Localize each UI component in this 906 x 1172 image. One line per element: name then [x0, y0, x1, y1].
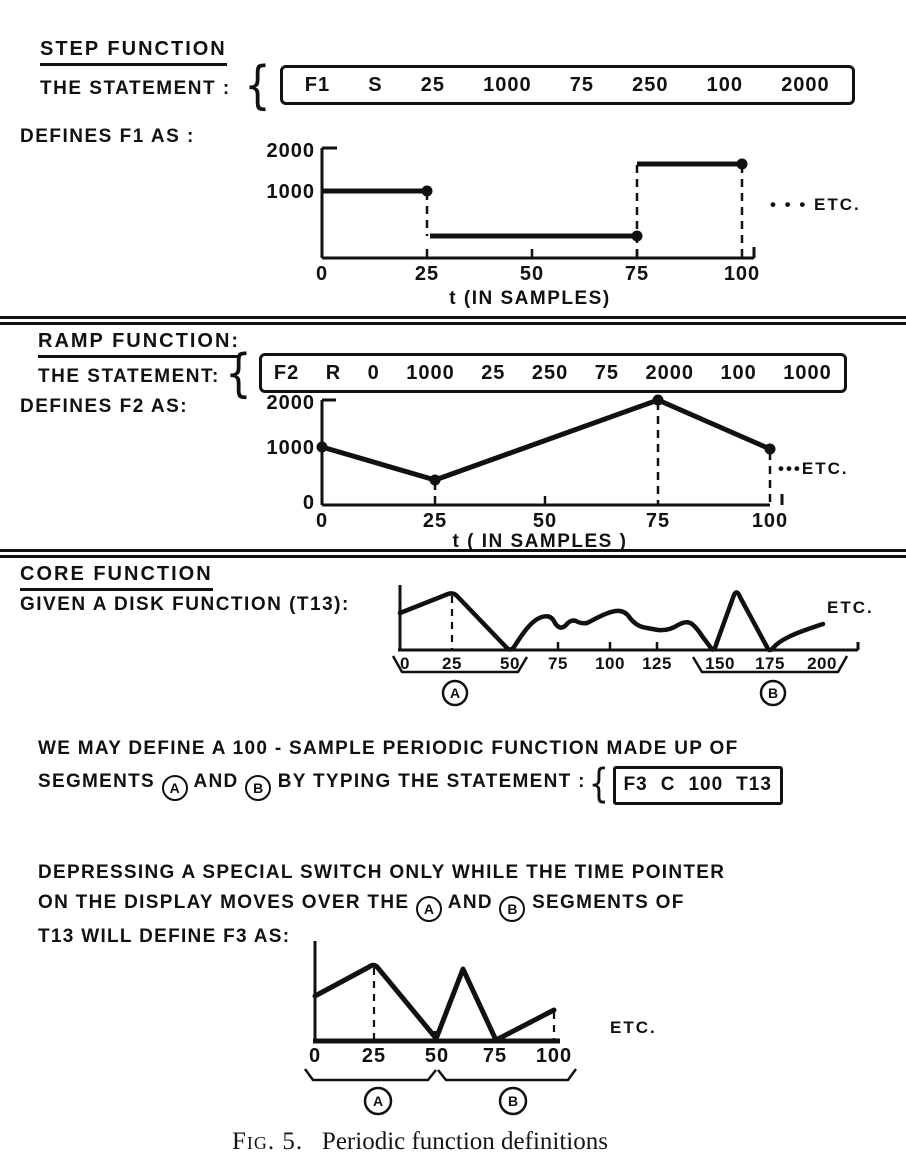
ytick-1000: 1000 — [266, 437, 315, 459]
token: 1000 — [783, 361, 832, 384]
token: 250 — [531, 361, 569, 384]
xtick: 75 — [624, 263, 650, 285]
xtick: 200 — [807, 654, 837, 673]
section-divider — [0, 316, 906, 325]
segment-braces — [305, 1069, 576, 1080]
axes — [322, 400, 782, 505]
defines-f2-label: DEFINES F2 AS: — [20, 396, 189, 417]
ytick-2000: 2000 — [266, 392, 315, 414]
segment-a-letter: A — [372, 1093, 384, 1109]
xtick: 175 — [755, 654, 785, 673]
xtick: 125 — [642, 654, 672, 673]
paragraph-line — [38, 761, 783, 807]
figure-caption-text: Periodic function definitions — [321, 1128, 608, 1155]
defines-f1-label: DEFINES F1 AS : — [20, 126, 195, 147]
xtick: 25 — [422, 510, 448, 532]
xtick: 100 — [595, 654, 625, 673]
segment-b-letter: B — [253, 780, 264, 796]
text-run: SEGMENTS OF — [532, 892, 685, 913]
xtick: 75 — [482, 1045, 508, 1067]
xtick: 100 — [723, 263, 761, 285]
step-function-chart — [230, 138, 880, 310]
etc-annotation: ETC. — [827, 598, 874, 617]
token: F3 — [623, 774, 648, 795]
token: 2000 — [645, 361, 694, 384]
text-run: BY TYPING THE STATEMENT : — [277, 771, 586, 792]
token: 1000 — [406, 361, 455, 384]
xtick: 0 — [308, 1045, 322, 1067]
dashed-markers — [427, 165, 742, 258]
step-segments — [322, 164, 742, 236]
xtick: 150 — [705, 654, 735, 673]
xtick: 50 — [519, 263, 545, 285]
etc-annotation: • • • ETC. — [770, 195, 861, 214]
ytick-0: 0 — [302, 492, 315, 514]
ramp-line — [322, 400, 770, 480]
data-dots — [422, 159, 748, 242]
paragraph-line: T13 WILL DEFINE F3 AS: — [38, 926, 291, 947]
text-run: AND — [193, 771, 239, 792]
given-disk-function-label: GIVEN A DISK FUNCTION (T13): — [20, 594, 350, 615]
f3-statement-box — [613, 766, 783, 805]
freehand-waveform — [400, 592, 823, 650]
token: 0 — [367, 361, 380, 384]
open-brace: { — [588, 761, 610, 807]
segment-a-letter: A — [449, 685, 461, 701]
ramp-function-heading: RAMP FUNCTION: — [38, 330, 240, 358]
segment-b-badge — [245, 775, 271, 801]
token: 25 — [481, 361, 506, 384]
ytick-1000: 1000 — [266, 181, 315, 203]
ytick-2000: 2000 — [266, 140, 315, 162]
segment-a-badge — [416, 896, 442, 922]
token: T13 — [736, 774, 772, 795]
dashed-markers — [374, 968, 554, 1041]
segment-a-letter: A — [169, 780, 180, 796]
token: C — [660, 774, 676, 795]
figure-caption — [0, 1128, 840, 1156]
segment-b-letter: B — [507, 901, 518, 917]
token: R — [325, 361, 342, 384]
f3-function-chart — [290, 938, 700, 1123]
statement-label: THE STATEMENT : — [40, 78, 231, 99]
paragraph-line: DEPRESSING A SPECIAL SWITCH ONLY WHILE THE TIME POINTER — [38, 862, 726, 883]
token: 250 — [632, 73, 669, 96]
text-run: AND — [447, 892, 493, 913]
token: 100 — [720, 361, 757, 384]
token: 2000 — [781, 73, 830, 96]
xtick: 25 — [361, 1045, 387, 1067]
segment-b-badge — [499, 896, 525, 922]
xtick: 100 — [751, 510, 789, 532]
ramp-statement-row — [38, 344, 847, 404]
ramp-function-chart — [230, 390, 880, 550]
token: 75 — [594, 361, 619, 384]
token: 100 — [688, 774, 724, 795]
paragraph-line — [38, 888, 725, 922]
f3-waveform — [315, 965, 554, 1039]
ramp-statement-box — [259, 353, 847, 393]
xtick: 0 — [315, 510, 329, 532]
segment-a-letter: A — [423, 901, 434, 917]
paragraph-line: WE MAY DEFINE A 100 - SAMPLE PERIODIC FUNCTION MADE UP OF — [38, 738, 739, 759]
open-brace: { — [243, 56, 271, 116]
token: F1 — [304, 73, 331, 96]
statement-label: THE STATEMENT: — [38, 366, 220, 387]
token: 75 — [569, 73, 595, 96]
segment-a-badge — [365, 1088, 391, 1114]
segment-b-badge — [761, 681, 785, 705]
periodic-definition-paragraph — [38, 734, 783, 805]
segment-b-badge — [500, 1088, 526, 1114]
segment-b-letter: B — [767, 685, 779, 701]
etc-annotation: ETC. — [610, 1018, 657, 1037]
xtick: 75 — [645, 510, 671, 532]
disk-function-chart — [390, 580, 880, 732]
xtick: 25 — [442, 654, 462, 673]
step-function-heading: STEP FUNCTION — [40, 38, 227, 66]
section-divider — [0, 549, 906, 558]
core-function-heading: CORE FUNCTION — [20, 563, 213, 591]
xtick: 75 — [548, 654, 568, 673]
xtick: 50 — [424, 1045, 450, 1067]
etc-annotation: •••ETC. — [778, 459, 849, 478]
token: F2 — [273, 361, 300, 384]
step-statement-box — [280, 65, 855, 105]
open-brace: { — [225, 344, 252, 404]
segment-a-badge — [162, 775, 188, 801]
token: 25 — [420, 73, 445, 96]
xtick: 0 — [400, 654, 410, 673]
xtick: 50 — [532, 510, 558, 532]
text-run: SEGMENTS — [38, 771, 156, 792]
xtick: 0 — [315, 263, 329, 285]
xtick: 100 — [535, 1045, 573, 1067]
x-axis-label: t ( IN SAMPLES ) — [452, 531, 628, 550]
xtick: 25 — [414, 263, 440, 285]
step-statement-row — [40, 56, 855, 116]
token: 1000 — [483, 73, 532, 96]
xtick: 50 — [500, 654, 520, 673]
segment-b-letter: B — [507, 1093, 519, 1109]
token: S — [368, 73, 383, 96]
x-axis-label: t (IN SAMPLES) — [449, 288, 611, 309]
figure-caption-number: Fig. 5. — [232, 1128, 304, 1155]
token: 100 — [706, 73, 744, 96]
text-run: ON THE DISPLAY MOVES OVER THE — [38, 892, 410, 913]
segment-a-badge — [443, 681, 467, 705]
